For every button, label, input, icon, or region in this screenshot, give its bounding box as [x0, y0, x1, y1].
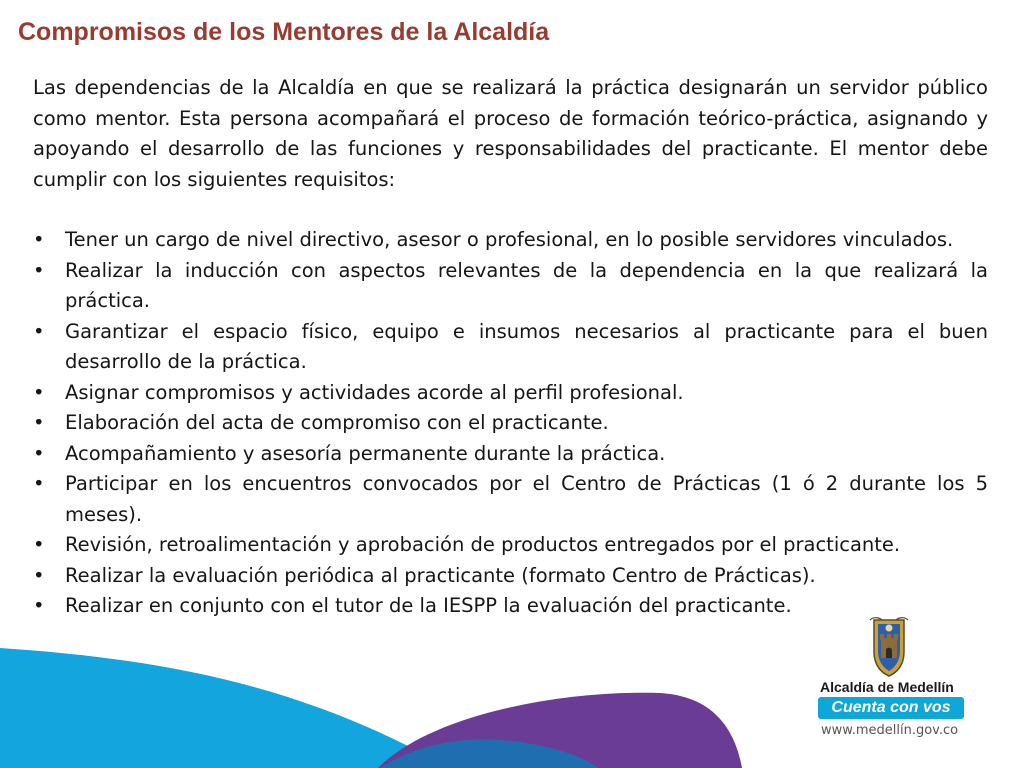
website-url: www.medellín.gov.co: [821, 723, 959, 738]
cyan-wave-shape: [0, 648, 450, 768]
bullet-icon: •: [33, 258, 45, 282]
requirement-item: [33, 439, 988, 470]
requirement-text: Participar en los encuentros convocados por el Centro de Prácticas (1 ó 2 durante los 5 meses).: [65, 472, 988, 526]
requirement-text: Realizar en conjunto con el tutor de la IESPP la evaluación del practicante.: [65, 594, 792, 617]
bullet-icon: •: [33, 228, 45, 251]
bullet-icon: •: [33, 441, 45, 465]
requirement-item: [33, 378, 988, 409]
requirement-item: [33, 530, 988, 561]
requirements-list: [33, 225, 988, 622]
requirement-text: Elaboración del acta de compromiso con el practicante.: [65, 411, 609, 434]
slide-title: Compromisos de los Mentores de la Alcaldía: [18, 18, 550, 46]
requirement-text: Garantizar el espacio físico, equipo e insumos necesarios al practicante para el buen desarrollo de la práctica.: [65, 319, 988, 373]
bullet-icon: •: [33, 380, 45, 404]
bullet-icon: •: [33, 472, 45, 495]
alcaldia-logo: [812, 616, 972, 746]
requirement-item: [33, 225, 988, 256]
requirement-item: [33, 317, 988, 378]
bullet-icon: •: [33, 563, 45, 587]
requirement-text: Revisión, retroalimentación y aprobación de productos entregados por el practicante.: [65, 533, 901, 556]
intro-paragraph: Las dependencias de la Alcaldía en que se realizará la práctica designarán un servidor público como mentor. Esta persona acompañará el proceso de formación teórico-práctica, asignando y apoyando el desarrollo de las funciones y responsabilidades del practicante. El mentor debe cumplir con los siguientes requisitos:: [33, 76, 988, 191]
requirement-text: Realizar la inducción con aspectos relevantes de la dependencia en la que realizará la práctica.: [65, 258, 988, 312]
requirement-item: [33, 408, 988, 439]
bullet-icon: •: [33, 533, 45, 556]
bullet-icon: •: [33, 319, 45, 343]
requirement-text: Acompañamiento y asesoría permanente durante la práctica.: [65, 441, 666, 465]
requirement-text: Asignar compromisos y actividades acorde al perfil profesional.: [65, 380, 684, 404]
requirement-item: [33, 561, 988, 592]
requirement-item: [33, 256, 988, 317]
requirement-item: [33, 469, 988, 530]
requirement-text: Realizar la evaluación periódica al practicante (formato Centro de Prácticas).: [65, 563, 816, 587]
requirement-text: Tener un cargo de nivel directivo, asesor o profesional, en lo posible servidores vinculados.: [65, 228, 954, 251]
logo-slogan: Cuenta con vos: [818, 697, 964, 719]
logo-name: Alcaldía de Medellín: [820, 679, 954, 695]
bullet-icon: •: [33, 594, 45, 617]
slide-body: [33, 73, 988, 622]
medellin-coat-of-arms-icon: [866, 616, 912, 678]
bullet-icon: •: [33, 411, 45, 434]
